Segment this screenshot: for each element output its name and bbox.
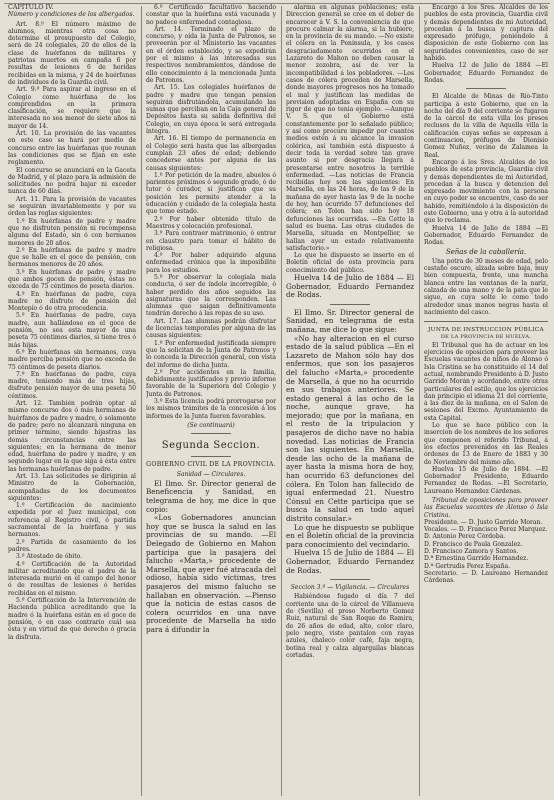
tribunal-member: Presidente. — D. Justo Garrido Moran. (424, 518, 543, 526)
column-4-paragraphs (424, 4, 548, 62)
senas-heading: Señas de la caballería. (445, 247, 527, 256)
article-paragraph: Art. 9.º Para aspirar al ingreso en el Colegio como huérfana de los comprendidos en la primera clasificación, se requiere que la interesada no sea menor de siete años ni mayor de 14. (8, 86, 136, 130)
signature-date: Huelva 14 de Julio de 1884 — El Gobernador, Eduardo Fernandez de Rodas. (286, 272, 414, 300)
telegram-paragraph: Lo que he dispuesto se publique en el Boletín oficial de la provincia para conocimiento del vecindario. (286, 522, 414, 549)
column-3-paragraphs (286, 4, 414, 274)
tribunal-member: D.ª Gertrudis Perez España. (424, 562, 511, 570)
article-paragraph: 5.º En huérfanas de padre, cuya madre, aun hallándose en el goce de pensión, no sea esta mayor de una peseta 75 céntimos diarios, si tiene tres ó más hijas. (8, 312, 136, 349)
article-paragraph: 5.º Por observar la colegiala mala conducta, ó ser de índole incorregible, ó haber perdido dos años seguidos las asignaturas que la corresponden. Las alumnas que saigan definitivamente tendrán derecho á las ropas de su uso. (146, 273, 276, 318)
vigilancia-paragraph: Habiéndose fugado el día 7 del corriente una de la cárcel de Villanueva de (Sevilla) el preso Norberto Gomez Ruiz, natural de San Roque de Ramira, de 26 años de edad, alto, color claro, pelo negro, viste pantalon con rayas azules, chaleco color café, faja negra, botina real y calza algarguilas blancas cortadas. (286, 593, 414, 659)
article-paragraph: 3.º Atestado de óbito. (16, 553, 83, 561)
article-paragraph: Art. 13. Las solicitudes se dirigirán al Ministro de la Gobernación, acompañadas de los documentos siguientes: (8, 473, 136, 502)
separator (191, 456, 231, 457)
article-paragraph: 4.º Por haber adquirido alguna enfermedad crónica que la imposibilite para los estudios. (146, 252, 276, 274)
article-paragraph: 3.º En huérfanas de padre y madre que ambos gocen de pensión, éstas no exceda de 75 céntimos de peseta diarios. (8, 268, 136, 291)
tribunal-member: D. Francisco Zamora y Santos. (424, 548, 519, 556)
separator (424, 321, 548, 322)
column-rule (419, 6, 420, 796)
tribunal-member: Secretario. — D. Laureano Hernandez Cárdenas. (424, 569, 548, 585)
junta-paragraphs (424, 342, 548, 466)
column-3-telegram (286, 309, 414, 550)
article-paragraph: 1.º Certificación de nacimiento expedida por el Juez municipal, con referencia al Registro civil, ó partida sacramental de la huérfana y sus hermanos. (8, 502, 136, 539)
article-paragraph: 1.º En huérfanas de padre y madre que no disfruten pensión ni recompensa alguna del Estado, sin ó con hermanos menores de 20 años. (8, 217, 136, 247)
article-paragraph: Art. 14. Terminado el plazo de concurso, y oída la Junta de Patronos, se proveerán por el Ministerio las vacantes en el órden establecido, y se expedirán por el mismo á las interesadas sus respectivos nombramientos, dándose de ello conocimiento á la mencionada Junta de Patronos. (146, 25, 276, 84)
article-paragraph: Art. 8.º El número máximo de alumnos, mientras otra cosa no determine el presupuesto del Colegio, será de 24 colegiales, 20 de ellos de la clase de huérfanos de militares y patriotas muertos en campaña 6 por resultas de lesiones 6 de heridas recibidas en la misma, y 24 de huérfanas de individuos de la Guardia civil. (8, 20, 136, 86)
signature-date: Huelva 14 de Julio de 1884 —El Gobernador, Eduardo Fernandez de Rodas. (424, 224, 548, 247)
junta-paragraph: Lo que se hace público con la insercion de los nombres de los señores que componen el referido Tribunal, á los efectos prevenidos en las Reales órdenes de 13 de Enero de 1883 y 30 de Noviembre del mismo año. (424, 422, 548, 466)
tribunal-heading: Tribunal de oposiciones para proveer las Escuelas vacantes de Alonso ó Isla Cristina. (424, 497, 548, 519)
article-paragraph: 2.º En huérfanas de padre y madre que se halle en el goce de pensión, con hermanos menores de 20 años. (8, 246, 136, 269)
column-2-circular (146, 480, 276, 635)
column-3 (286, 0, 414, 800)
column-2-paragraphs (146, 4, 276, 420)
circular-paragraph: alarma en algunas poblaciones; esta Direccion general se cree en el deber de encarecer á V. S. la conveniencia de que procure calmar la alarma, si la hubiere, en la provincia de su mando. —No existe el cólera en la Península, y los casos desgraciadamente ocurridos en el Lazareto de Mahon no deben causar la menor zozobra, así de ver la incompatibilidad á los pobladores. —Los casos de cólera proceden de Marsella, donde mayores progresos nos ha tomado el mal y justifican las medidas de prevision adoptadas en España con su rigor de que no tenia ejemplo. —Aunque V. S. que el Gobierno está constantemente por lo señalado público; y así como procure impedir por cuantos medios estén á su alcance la invasion colérica, así también está dispuesto á decir toda la verdad sobre tan grave asunto si por desgracia llegara á presentarse entre nosotros la terrible enfermedad. —Las noticias de Francia recibidas hoy son las siguientes: En Marsella, en las 24 horas, de las 9 de la mañana de ayer hasta las 9 de la noche de hoy, han ocurrido 57 defunciones del cólera; en Tolon han sido hoy 18 defunciones las ocurridas. —En Cette la salud es buena. Las otras ciudades de Marsella, situada en Montpellier, se hallan ayer un estado relativamente satisfactorio.» (286, 4, 414, 252)
junta-title: JUNTA DE INSTRUCCION PÚBLICA (428, 327, 544, 334)
column-4 (424, 0, 548, 800)
chapter-heading: CAPÍTULO IV. (8, 3, 54, 11)
junta-subtitle: DE LA PROVINCIA DE HUELVA. (440, 334, 532, 341)
section-subtitle: GOBIERNO CIVIL DE LA PROVINCIA. (146, 461, 276, 469)
circular-paragraph: «Los Gobernadores anuncian hoy que se busca la salud en las provincias de su mando. —El Delegado de Gobierno en Mahon participa que la pasajera del falucho «Marta,» procedente de Marsella, que ayer fué atracada del odioso, había sido víctimas, tres pasajeros del mismo falucho se hallaban en observación. —Pienso que la noticia de estas casos de colera ocurridos en una nave procedente de Marsella ha sido para á difundir la (146, 513, 276, 634)
article-paragraph: Art. 11. Para la provisión de vacantes se seguirán invariablemente y por su órden las reglas siguientes: (8, 195, 136, 218)
article-paragraph: Art. 10. La provisión de las vacantes en este caso se hará por medio de concurso entre las huérfanas que reunan las condiciones que se fijan en este reglamento. (8, 130, 136, 167)
article-paragraph: Art. 17. Las alumnas podrán disfrutar de licencias temporales por alguna de las causas siguientes: (146, 317, 276, 340)
tribunal-member: D.ª Ernestina Garrido Hernandez. (424, 555, 529, 563)
article-paragraph: El concurso se anunciará en la Gaceta de Madrid, y el plazo para la admisión de solicitudes no podrá bajar ni exceder nunca de 60 días. (8, 166, 136, 196)
tribunal-member: D. Antonio Perez Córdoba. (424, 533, 506, 541)
column-rule (281, 6, 282, 796)
article-paragraph: 4.º En huérfanas de padre, cuya madre no disfrute de pensión del Montepío ó de otra procedencia. (8, 290, 136, 313)
separator (191, 433, 231, 434)
article-paragraph: 7.º En huérfanas de padre, cuya madre, teniendo más de tres hijas, disfrute pensión mayor de una peseta 50 céntimos. (8, 370, 136, 400)
signature-date: Huelva 15 de Julio de 1884. —El Gobernador Presidente, Eduardo Fernandez de Rodas. —El Secretario, Laureano Hernandez Cárdenas. (424, 465, 548, 495)
column-4-fugitive-notice (424, 93, 548, 224)
circular-paragraph: Lo que he dispuesto se inserte en el Boletín oficial de esta provincia para conocimiento del público. (286, 252, 414, 274)
senas-text: Una potra de 30 meses de edad, pelo castaño oscuro, alzada sobre baja, muy bien compuesta, frente, una mancha blanca entre las ventanas de la nariz, calzada de una mano y de la pata que le sigue, en cuya solte lo como todo alrededor unas manos negras hasta el nacimiento del casco. (424, 257, 548, 316)
article-paragraph: Art. 16. El tiempo de permanencia en el Colegio será hasta que las albergadas cumplan 23 años de edad; debiendo concederse antes por alguna de las causas siguientes: (146, 135, 276, 172)
separator (330, 579, 370, 580)
article-paragraph: 2.º Por haber obtenido título de Maestros y colocación profesional. (146, 215, 276, 230)
article-paragraph: 6.º Certificado facultativo haciendo constar que la huérfana está vacunada y no padece enfermedad contagiosa. (146, 4, 276, 26)
section-title: Segunda Seccion. (161, 440, 261, 452)
telegram-paragraph: «No hay alteracion en el curso estado de la salud pública —En el Lazareto de Mahon sólo hay dos enfermos, que son los pasajeros del falucho «Marta,» procedente de Marsella, á que no ha ocurrido en sus trabajos anteriores. Se estado general á las ocho de la noche, aunque grave, ha mejorado; que por la mañana, en el resto de la tripulacion y pasajeros de dicho nave no habia novedad. Las noticias de Francia son las siguientes. En Marsella, desde las ocho de la mañana de ayer hasta la misma hora de hoy, han ocurrido 63 defunciones del cólera. En Tolon han fallecido de igual enfermedad 21. Nuestro Cónsul en Cette participa que se busca la salud en todo aquel distrito consular.» (286, 333, 414, 524)
section-topic: Sanidad — Circulares. (176, 470, 246, 478)
separator (330, 304, 370, 305)
continuara-note: (Se continuará) (187, 421, 235, 429)
article-paragraph: 2.º Por accidentes en la familia, debidamente justificados y previo informe favorable de la Superiora del Colegio y Junta de Patronos. (146, 368, 276, 398)
column-rule (141, 6, 142, 796)
vigilancia-paragraph: Encargo á los Sres. Alcaldes de los pueblos de esta provincia, Guardia civil y demás dependientes de mi Autoridad, procedan á la busca y captura del expresado prófugo, poniéndolo á disposición de este Gobierno con las seguridades convenientes, caso de ser habido. (424, 4, 548, 63)
signature-date: Huelva 12 de Julio de 1884 —El Gobernador, Eduardo Fernandez de Rodas. (424, 62, 548, 84)
tribunal-list (424, 519, 548, 585)
circular-paragraph: El Ilmo. Sr. Director general de Beneficencia y Sanidad, en telegrama de hoy, me dice lo que copio: (146, 478, 276, 514)
column-1-paragraphs (8, 21, 136, 641)
article-paragraph: 2.º Partida de casamiento de los padres. (8, 538, 136, 553)
article-paragraph: 5.º Certificación de la Intervención de Hacienda pública acreditando que la madre ó la huérfana están en el goce de pensión, ó en caso contrario cuál sea ésta y en virtud de qué derecho ó gracia la disfruta. (8, 597, 136, 641)
column-2 (146, 0, 276, 800)
column-3-vigilancia (286, 593, 414, 659)
article-paragraph: 1.º Por petición de la madre, abuelos ó parientes próximos ó segundo grado, ó de tutor ó curador, si justifican que su posición les permite atender á la educación y cuidado de la colegiala hasta que tome estado. (146, 171, 276, 216)
signature-date: Huelva 15 de Julio de 1884 — El Gobernador, Eduardo Fernandez de Rodas. (286, 548, 414, 575)
article-paragraph: Art. 15. Los colegiales huérfanos de padre y madre que tengan pension seguirán disfrutándola, acumulando las sumas que perciban en la Caja general de Depósitos hasta su salida definitiva del Colegio, en cuya época le será entregada íntegra. (146, 84, 276, 136)
article-paragraph: 6.º En huérfanas sin hermanos, cuya madre perciba pensión que no exceda de 75 céntimos de peseta diarios. (8, 348, 136, 371)
tribunal-member: D. Francisco de Paula Gonzalez. (424, 540, 523, 548)
tribunal-member: Vocales. — D. Francisco Perez Marquez. (424, 526, 548, 534)
article-paragraph: 1.º Por enfermedad justificada siempre que la solicitan de la Junta de Patronos y lo conceda la Dirección general, con vista del informe de dicha Junta. (146, 339, 276, 369)
section-3-heading: Seccion 3.ª — Vigilancia. — Circulares (290, 584, 410, 592)
fugitive-paragraph: Encargo á los Sres. Alcaldes de los pueblos de esta provincia, Guardia civil y demás dependientes de mi Autoridad, procedan á la busca y detencion del expresado movimiento con la persona en cuyo poder se encuentre, caso de ser habido, remitiéndolo á la disposición de este Gobierno, una y otra á la autoridad que lo reclama. (424, 158, 548, 225)
fugitive-paragraph: El Alcalde de Minas de Río-Tinto participa á este Gobierno, que en la noche del día 9 del corriente se fugaron de la cárcel de esta villa los presos reclusos de la villa de Aquella villa la calificación cuyas señas se expresan á continuacion, prófugos de Dionisio Gomez Nuñez, vecino de Zalamea la Real. (424, 93, 548, 159)
telegram-paragraph: El Ilmo. Sr. Director general de Sanidad, en telegrama de esta mañana, me dice lo que sigue: (286, 307, 414, 334)
separator (466, 88, 506, 89)
chapter-subtitle: Número y condiciones de los albergados. (8, 11, 135, 19)
junta-paragraph: El Tribunal que ha de actuar en los ejercicios de oposicion para proveer las Escuelas vacantes de niños de Alonso ó Isla Cristina se ha constituido el 14 del actual, nombrando Presidente á D. Justo Garrido Morán y acordando, entre otras particulares del estilo, que los ejercicios dan principio el idioma 21 del corriente, á las diez de la mañana, en el Salon de sesiones del Excmo. Ayuntamiento de esta Capital. (424, 341, 548, 422)
article-paragraph: 3.º Para contraer matrimonio, ó entrar en claustro para tomar el hábito de religiosa. (146, 230, 276, 252)
column-1 (8, 0, 136, 800)
article-paragraph: 4.º Certificación de la Autoridad militar acreditando que el padre de la interesada murió en el campo del honor ó de resultas de lesiones ó heridas recibidas en el mismo. (8, 560, 136, 597)
article-paragraph: Art. 12. También podrán optar al mismo concurso dos ó más hermanas de huérfanos de padre y madre, ó solamente de padre; pero no alcanzará ninguna en primer término, siendo hijastras las demás circunstancias entre las siguientes; en la hermana de menor edad, huérfana de padre y madre, y en segundo lugar en la que siga á ésta entre las hermanas huérfanas de padre. (8, 400, 136, 473)
article-paragraph: 3.º Esta licencia podrá prorrogarse por los mismos trámites de la concesión á los informes de la Junta fueren favorables. (146, 398, 276, 420)
